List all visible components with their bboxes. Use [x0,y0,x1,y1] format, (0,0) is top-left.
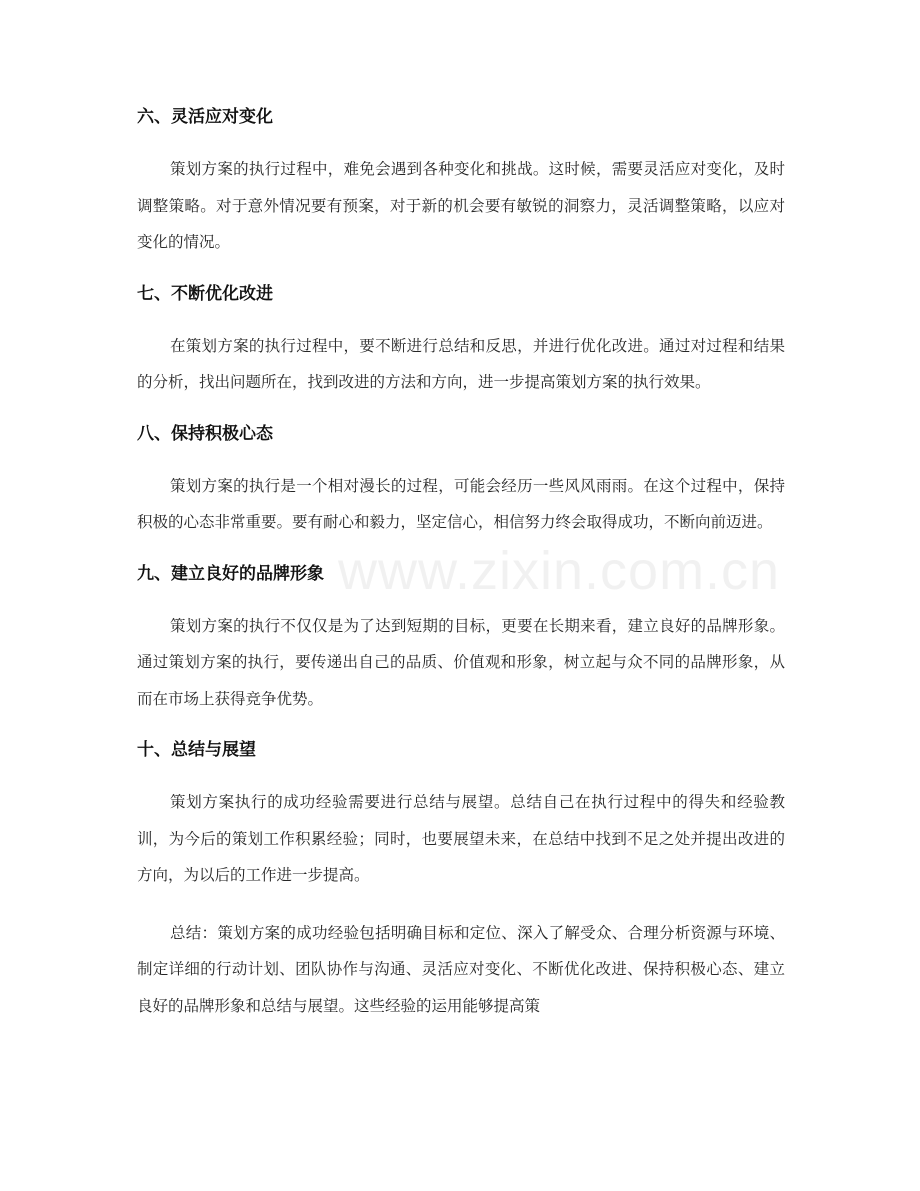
watermark: www.zixin.com.cn [338,541,781,601]
section-summary-outlook [137,738,785,894]
section-paragraph: 策划方案的执行不仅仅是为了达到短期的目标，更要在长期来看，建立良好的品牌形象。通过策划方案的执行，要传递出自己的品质、价值观和形象，树立起与众不同的品牌形象，从而在市场上获得竞争优势。 [137,616,785,708]
section-heading: 九、建立良好的品牌形象 [137,563,324,584]
section-paragraph: 在策划方案的执行过程中，要不断进行总结和反思，并进行优化改进。通过对过程和结果的分析，找出问题所在，找到改进的方法和方向，进一步提高策划方案的执行效果。 [137,336,785,391]
summary-paragraph: 总结：策划方案的成功经验包括明确目标和定位、深入了解受众、合理分析资源与环境、制定详细的行动计划、团队协作与沟通、灵活应对变化、不断优化改进、保持积极心态、建立良好的品牌形象和总结与展望。这些经验的运用能够提高策 [137,923,785,1015]
section-heading: 八、保持积极心态 [137,423,273,444]
section-flexible-response [137,105,785,261]
section-brand-image [137,562,785,718]
section-heading: 十、总结与展望 [137,740,256,760]
section-heading: 七、不断优化改进 [137,283,273,304]
section-heading: 六、灵活应对变化 [137,107,273,127]
section-paragraph: 策划方案的执行是一个相对漫长的过程，可能会经历一些风风雨雨。在这个过程中，保持积极的心态非常重要。要有耐心和毅力，坚定信心，相信努力终会取得成功，不断向前迈进。 [137,476,785,531]
section-continuous-improvement [137,282,785,401]
document-body [137,105,785,1045]
section-positive-mindset [137,422,785,541]
section-paragraph: 策划方案的执行过程中，难免会遇到各种变化和挑战。这时候，需要灵活应对变化，及时调整策略。对于意外情况要有预案，对于新的机会要有敏锐的洞察力，灵活调整策略，以应对变化的情况。 [137,160,785,251]
section-paragraph: 策划方案执行的成功经验需要进行总结与展望。总结自己在执行过程中的得失和经验教训，为今后的策划工作积累经验；同时，也要展望未来，在总结中找到不足之处并提出改进的方向，为以后的工作进一步提高。 [137,793,785,884]
